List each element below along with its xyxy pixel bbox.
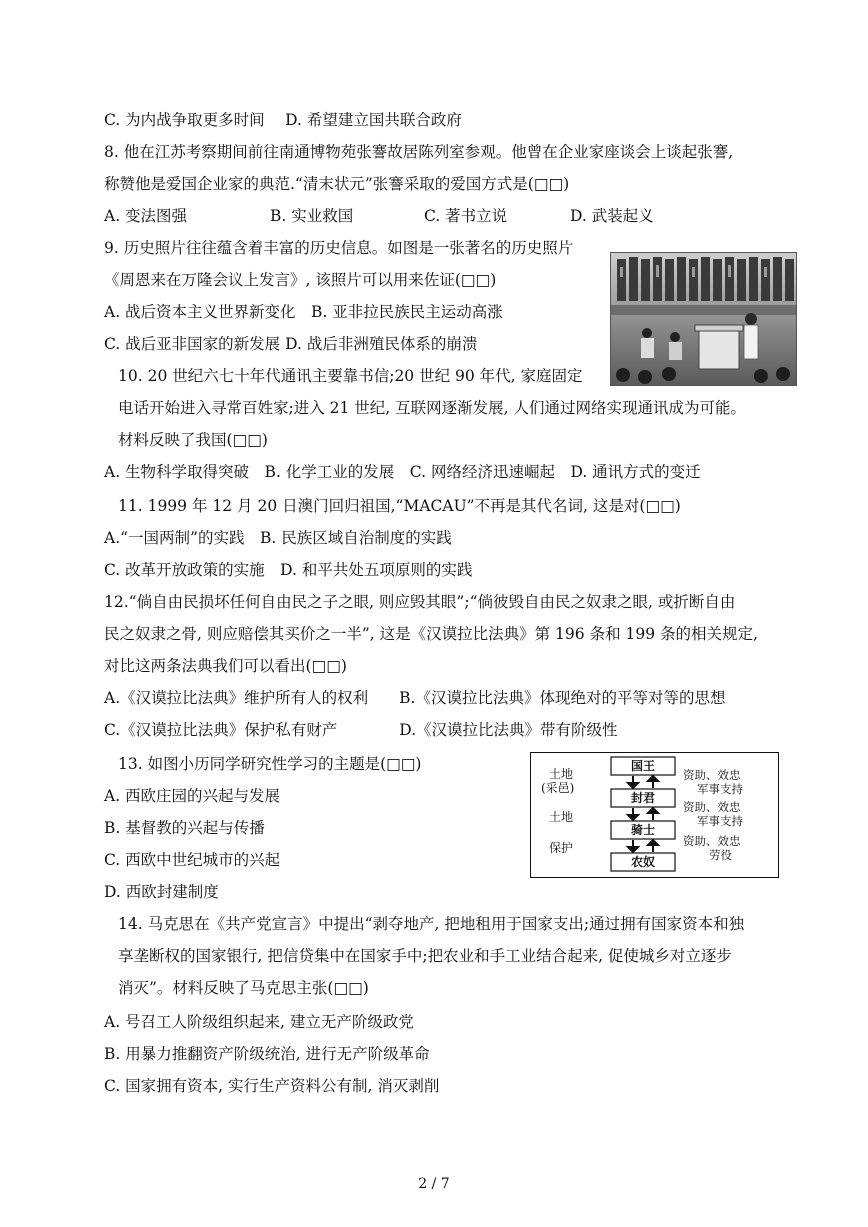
right-label-3a: 资助、效忠 xyxy=(683,834,741,848)
q14-stem-2: 享垄断权的国家银行, 把信贷集中在国家手中;把农业和手工业结合起来, 促使城乡对立逐步 xyxy=(118,947,732,965)
q12-stem-1: 12.“倘自由民损坏任何自由民之子之眼, 则应毁其眼”;“倘彼毁自由民之奴隶之眼, 或折断自由 xyxy=(104,593,736,611)
left-label-land-2: 土地 xyxy=(549,810,574,824)
left-label-protection: 保护 xyxy=(549,841,574,855)
q10-stem-1: 10. 20 世纪六七十年代通讯主要靠书信;20 世纪 90 年代, 家庭固定 xyxy=(118,367,583,385)
q11-option-cd: C. 改革开放政策的实施 D. 和平共处五项原则的实践 xyxy=(104,561,473,579)
q10-options: A. 生物科学取得突破 B. 化学工业的发展 C. 网络经济迅速崛起 D. 通讯方式的变迁 xyxy=(104,463,701,481)
q8-option-c: C. 著书立说 xyxy=(424,207,508,225)
right-label-1b: 军事支持 xyxy=(697,782,743,796)
q11-option-ab: A.“一国两制”的实践 B. 民族区域自治制度的实践 xyxy=(104,529,452,547)
q10-stem-3: 材料反映了我国(□□) xyxy=(118,431,268,449)
q14-stem-1: 14. 马克思在《共产党宣言》中提出“剥夺地产, 把地租用于国家支出;通过拥有国家资本和独 xyxy=(118,915,745,933)
q8-options xyxy=(104,206,654,226)
left-label-fief: (采邑) xyxy=(541,781,575,795)
bandung-conference-photo xyxy=(610,252,797,386)
box-label-king: 国王 xyxy=(630,759,655,773)
right-label-2b: 军事支持 xyxy=(697,814,743,828)
page-number: 2 / 7 xyxy=(418,1176,450,1192)
q14-stem-3: 消灭”。材料反映了马克思主张(□□) xyxy=(118,979,369,997)
q10-stem-2: 电话开始进入寻常百姓家;进入 21 世纪, 互联网逐渐发展, 人们通过网络实现通讯成为可能。 xyxy=(118,399,747,417)
right-label-2a: 资助、效忠 xyxy=(683,800,741,814)
q12-option-cd: C.《汉谟拉比法典》保护私有财产 D.《汉谟拉比法典》带有阶级性 xyxy=(104,721,618,739)
photo-illustration xyxy=(611,253,796,385)
q8-option-a: A. 变法图强 xyxy=(104,207,188,225)
q13-option-a: A. 西欧庄园的兴起与发展 xyxy=(104,787,281,805)
q9-stem-1: 9. 历史照片往往蕴含着丰富的历史信息。如图是一张著名的历史照片 xyxy=(104,239,574,257)
q11-stem: 11. 1999 年 12 月 20 日澳门回归祖国,“MACAU”不再是其代名词, 这是对(□□) xyxy=(118,497,681,515)
q14-option-c: C. 国家拥有资本, 实行生产资料公有制, 消灭剥削 xyxy=(104,1077,440,1095)
q9-option-ab: A. 战后资本主义世界新变化 B. 亚非拉民族民主运动高涨 xyxy=(104,303,503,321)
q14-option-a: A. 号召工人阶级组织起来, 建立无产阶级政党 xyxy=(104,1013,414,1031)
q9-option-cd: C. 战后亚非国家的新发展 D. 战后非洲殖民体系的崩溃 xyxy=(104,335,478,353)
q12-stem-2: 民之奴隶之骨, 则应赔偿其买价之一半”, 这是《汉谟拉比法典》第 196 条和 199 条的相关规定, xyxy=(104,625,758,643)
q8-stem-2: 称赞他是爱国企业家的典范.“清末状元”张謇采取的爱国方式是(□□) xyxy=(104,175,570,193)
q12-stem-3: 对比这两条法典我们可以看出(□□) xyxy=(104,657,347,675)
q12-option-ab: A.《汉谟拉比法典》维护所有人的权利 B.《汉谟拉比法典》体现绝对的平等对等的思想 xyxy=(104,689,726,707)
left-label-land-1: 土地 xyxy=(549,767,574,781)
box-label-lord: 封君 xyxy=(630,791,655,805)
q9-stem-2: 《周恩来在万隆会议上发言》, 该照片可以用来佐证(□□) xyxy=(104,271,497,289)
q7-option-cd: C. 为内战争取更多时间 D. 希望建立国共联合政府 xyxy=(104,111,462,129)
q13-option-c: C. 西欧中世纪城市的兴起 xyxy=(104,851,281,869)
right-label-1a: 资助、效忠 xyxy=(683,768,741,782)
q13-option-d: D. 西欧封建制度 xyxy=(104,883,219,901)
q8-option-b: B. 实业救国 xyxy=(270,207,354,225)
q13-option-b: B. 基督教的兴起与传播 xyxy=(104,819,265,837)
right-label-3b: 劳役 xyxy=(709,848,732,862)
feudal-hierarchy-diagram xyxy=(530,752,779,878)
q8-stem-1: 8. 他在江苏考察期间前往南通博物苑张謇故居陈列室参观。他曾在企业家座谈会上谈起张謇, xyxy=(104,143,734,161)
box-label-knight: 骑士 xyxy=(630,823,655,837)
q14-option-b: B. 用暴力推翻资产阶级统治, 进行无产阶级革命 xyxy=(104,1045,430,1063)
box-label-serf: 农奴 xyxy=(630,855,655,869)
q8-option-d: D. 武装起义 xyxy=(570,207,654,225)
q13-stem: 13. 如图小历同学研究性学习的主题是(□□) xyxy=(118,755,422,773)
